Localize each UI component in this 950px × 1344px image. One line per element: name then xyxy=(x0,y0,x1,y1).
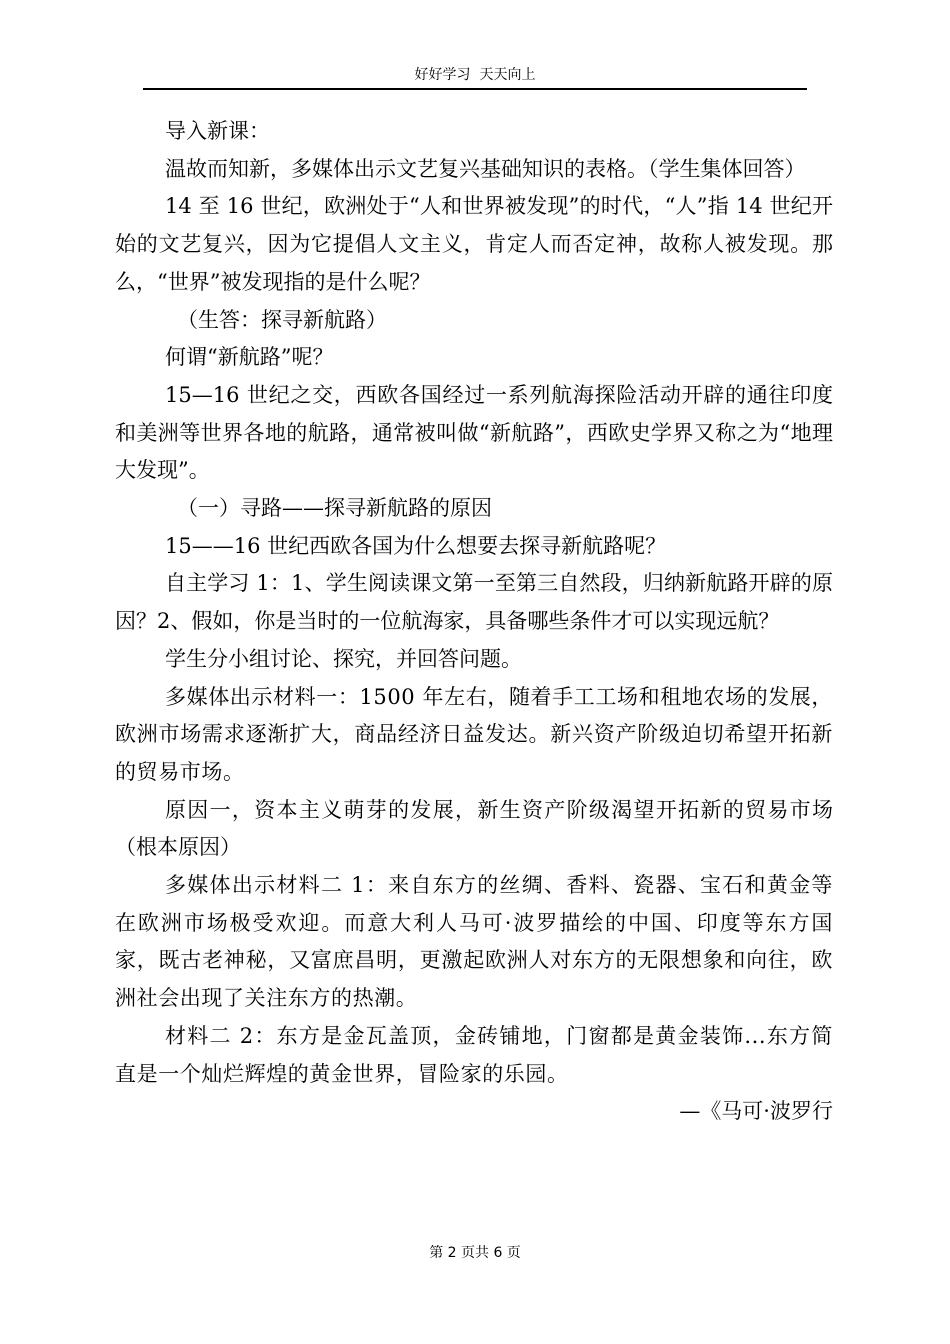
paragraph-material-1: 多媒体出示材料一：1500 年左右，随着手工工场和租地农场的发展，欧洲市场需求逐渐扩大，商品经济日益发达。新兴资产阶级迫切希望开拓新的贸易市场。 xyxy=(115,684,833,784)
paragraph-discovery: 14 至 16 世纪，欧洲处于“人和世界被发现”的时代，“人”指 14 世纪开始的文艺复兴，因为它提倡人文主义，肯定人而否定神，故称人被发现。那么，“世界”被发现指的是什么呢？ xyxy=(115,194,833,294)
header-rule xyxy=(143,88,807,90)
paragraph-group-discussion: 学生分小组讨论、探究，并回答问题。 xyxy=(165,646,522,671)
paragraph-definition: 15—16 世纪之交，西欧各国经过一系列航海探险活动开辟的通往印度和美洲等世界各地的航路，通常被叫做“新航路”，西欧史学界又称之为“地理大发现”。 xyxy=(115,382,833,483)
paragraph-intro-heading: 导入新课： xyxy=(165,119,270,143)
citation-source: —《马可·波罗行 xyxy=(679,1099,833,1124)
paragraph-question: 何谓“新航路”呢？ xyxy=(165,345,334,370)
paragraph-material-2-2: 材料二 2：东方是金瓦盖顶，金砖铺地，门窗都是黄金装饰...东方简直是一个灿烂辉煌的黄金世界，冒险家的乐园。 xyxy=(115,1023,833,1086)
paragraph-review: 温故而知新，多媒体出示文艺复兴基础知识的表格。（学生集体回答） xyxy=(165,156,806,181)
paragraph-student-answer: （生答：探寻新航路） xyxy=(177,307,387,332)
paragraph-self-study: 自主学习 1：1、学生阅读课文第一至第三自然段，归纳新航路开辟的原因？2、假如，你是当时的一位航海家，具备哪些条件才可以实现远航？ xyxy=(115,571,833,634)
paragraph-material-2-1: 多媒体出示材料二 1：来自东方的丝绸、香料、瓷器、宝石和黄金等在欧洲市场极受欢迎。而意大利人马可·波罗描绘的中国、印度等东方国家，既古老神秘，又富庶昌明，更激起欧洲人对东方的无限想象和向往，欧洲社会出现了关注东方的热潮。 xyxy=(115,873,833,1011)
paragraph-why: 15——16 世纪西欧各国为什么想要去探寻新航路呢？ xyxy=(165,533,667,558)
page-header: 好好学习 天天向上 xyxy=(414,67,536,83)
section-heading-1: （一）寻路——探寻新航路的原因 xyxy=(177,496,492,521)
paragraph-reason-1: 原因一，资本主义萌芽的发展，新生资产阶级渴望开拓新的贸易市场（根本原因） xyxy=(115,797,833,860)
page-footer: 第 2 页共 6 页 xyxy=(429,1245,521,1261)
document-body xyxy=(115,113,833,1131)
